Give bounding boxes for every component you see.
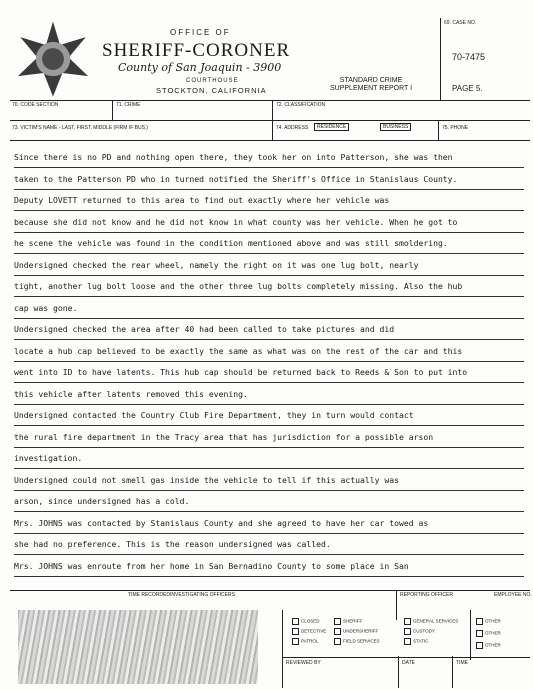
report-type-line-1: STANDARD CRIME bbox=[339, 77, 403, 84]
routing-option bbox=[476, 630, 501, 637]
county-line: County of San Joaquin - 3900 bbox=[118, 61, 282, 74]
date-label: DATE bbox=[402, 660, 415, 666]
narrative-line: he scene the vehicle was found in the condition mentioned above and was still smoldering. bbox=[14, 234, 524, 254]
narrative-line: because she did not know and he did not know in what county was her vehicle. When he got to bbox=[14, 213, 524, 233]
sheriff-star-badge-icon bbox=[14, 20, 92, 98]
routing-label: DETECTIVE bbox=[301, 628, 327, 634]
routing-label: GENERAL SERVICES bbox=[413, 618, 459, 624]
page-number: PAGE 5. bbox=[452, 84, 483, 93]
narrative-line: Deputy LOVETT returned to this area to find out exactly where her vehicle was bbox=[14, 191, 524, 211]
narrative-line: Mrs. JOHNS was enroute from her home in San Bernadino County to some place in San bbox=[14, 557, 524, 577]
phone-label: 75. PHONE bbox=[442, 125, 469, 131]
routing-label: UNDERSHERIFF bbox=[343, 628, 379, 634]
divider bbox=[282, 610, 283, 688]
routing-option bbox=[292, 618, 320, 625]
routing-option bbox=[476, 618, 501, 625]
divider bbox=[398, 656, 399, 688]
code-section-label: 70. CODE SECTION bbox=[12, 102, 59, 108]
routing-label: SHERIFF bbox=[343, 618, 363, 624]
crime-label: 71. CRIME bbox=[116, 102, 141, 108]
smudged-area bbox=[18, 610, 258, 684]
reviewed-by-label: REVIEWED BY bbox=[286, 660, 321, 666]
routing-option bbox=[404, 638, 428, 645]
business-box: BUSINESS bbox=[380, 123, 411, 131]
routing-label: OTHER bbox=[485, 630, 501, 636]
office-of-label: OFFICE OF bbox=[170, 28, 231, 37]
time-label: TIME bbox=[456, 660, 468, 666]
divider bbox=[272, 100, 273, 120]
routing-option bbox=[292, 628, 326, 635]
narrative-line: Mrs. JOHNS was contacted by Stanislaus County and she agreed to have her car towed as bbox=[14, 514, 524, 534]
routing-label: PATROL bbox=[301, 638, 319, 644]
investigating-officers-label: INVESTIGATING OFFICERS bbox=[170, 592, 235, 598]
narrative-line: locate a hub cap believed to be exactly the same as what was on the rest of the car and this bbox=[14, 342, 524, 362]
routing-option bbox=[292, 638, 318, 645]
routing-label: STATIC bbox=[413, 638, 429, 644]
routing-option bbox=[334, 638, 380, 645]
divider bbox=[470, 610, 471, 660]
routing-option bbox=[334, 628, 378, 635]
city-label: STOCKTON, CALIFORNIA bbox=[156, 86, 267, 95]
divider bbox=[396, 590, 397, 620]
routing-option bbox=[476, 642, 501, 649]
time-recorded-label: TIME RECORDED bbox=[128, 592, 170, 598]
narrative-line: taken to the Patterson PD who in turned notified the Sheriff's Office in Stanislaus County. bbox=[14, 170, 524, 190]
narrative-line: Undersigned could not smell gas inside the vehicle to tell if this actually was bbox=[14, 471, 524, 491]
routing-label: CUSTODY bbox=[413, 628, 435, 634]
narrative-line: Since there is no PD and nothing open there, they took her on into Patterson, she was then bbox=[14, 148, 524, 168]
routing-option bbox=[334, 618, 362, 625]
routing-label: CLOSED bbox=[301, 618, 320, 624]
routing-label: OTHER bbox=[485, 618, 501, 624]
case-number: 70-7475 bbox=[452, 52, 486, 62]
divider bbox=[452, 656, 453, 688]
address-label: 74. ADDRESS bbox=[276, 125, 309, 131]
routing-option bbox=[404, 618, 458, 625]
courthouse-label: COURTHOUSE bbox=[186, 78, 239, 84]
victim-name-label: 73. VICTIM'S NAME - LAST, FIRST, MIDDLE (FIRM IF BUS.) bbox=[12, 125, 148, 131]
routing-label: OTHER bbox=[485, 642, 501, 648]
narrative-line: Undersigned checked the rear wheel, namely the right on it was one lug bolt, nearly bbox=[14, 256, 524, 276]
routing-label: FIELD SERVICES bbox=[343, 638, 380, 644]
fields-row-1 bbox=[10, 100, 530, 121]
narrative-line: this vehicle after latents removed this evening. bbox=[14, 385, 524, 405]
narrative-line: the rural fire department in the Tracy area that has jurisdiction for a possible arson bbox=[14, 428, 524, 448]
narrative-line: tight, another lug bolt loose and the other three lug bolts completely missing. Also the hub bbox=[14, 277, 524, 297]
narrative-line: arson, since undersigned has a cold. bbox=[14, 492, 524, 512]
narrative-line: went into ID to have latents. This hub cap should be returned back to Reeds & Son to put into bbox=[14, 363, 524, 383]
narrative-line: Undersigned checked the area after 40 had been called to take pictures and did bbox=[14, 320, 524, 340]
case-number-label: 69. CASE NO. bbox=[444, 20, 477, 26]
routing-option bbox=[404, 628, 435, 635]
narrative-line: she had no preference. This is the reason undersigned was called. bbox=[14, 535, 524, 555]
agency-title: SHERIFF-CORONER bbox=[102, 40, 291, 61]
divider bbox=[438, 120, 439, 140]
narrative-line: investigation. bbox=[14, 449, 524, 469]
classification-label: 72. CLASSIFICATION bbox=[276, 102, 326, 108]
narrative-line: cap was gone. bbox=[14, 299, 524, 319]
report-type bbox=[330, 77, 412, 93]
employee-no-label: EMPLOYEE NO. bbox=[494, 592, 532, 598]
residence-box: RESIDENCE bbox=[314, 123, 349, 131]
divider bbox=[282, 656, 530, 658]
narrative-line: Undersigned contacted the Country Club Fire Department, they in turn would contact bbox=[14, 406, 524, 426]
divider bbox=[112, 100, 113, 120]
report-type-line-2: SUPPLEMENT REPORT I bbox=[330, 85, 413, 92]
reporting-officer-label: REPORTING OFFICER bbox=[400, 592, 453, 598]
divider bbox=[272, 120, 273, 140]
